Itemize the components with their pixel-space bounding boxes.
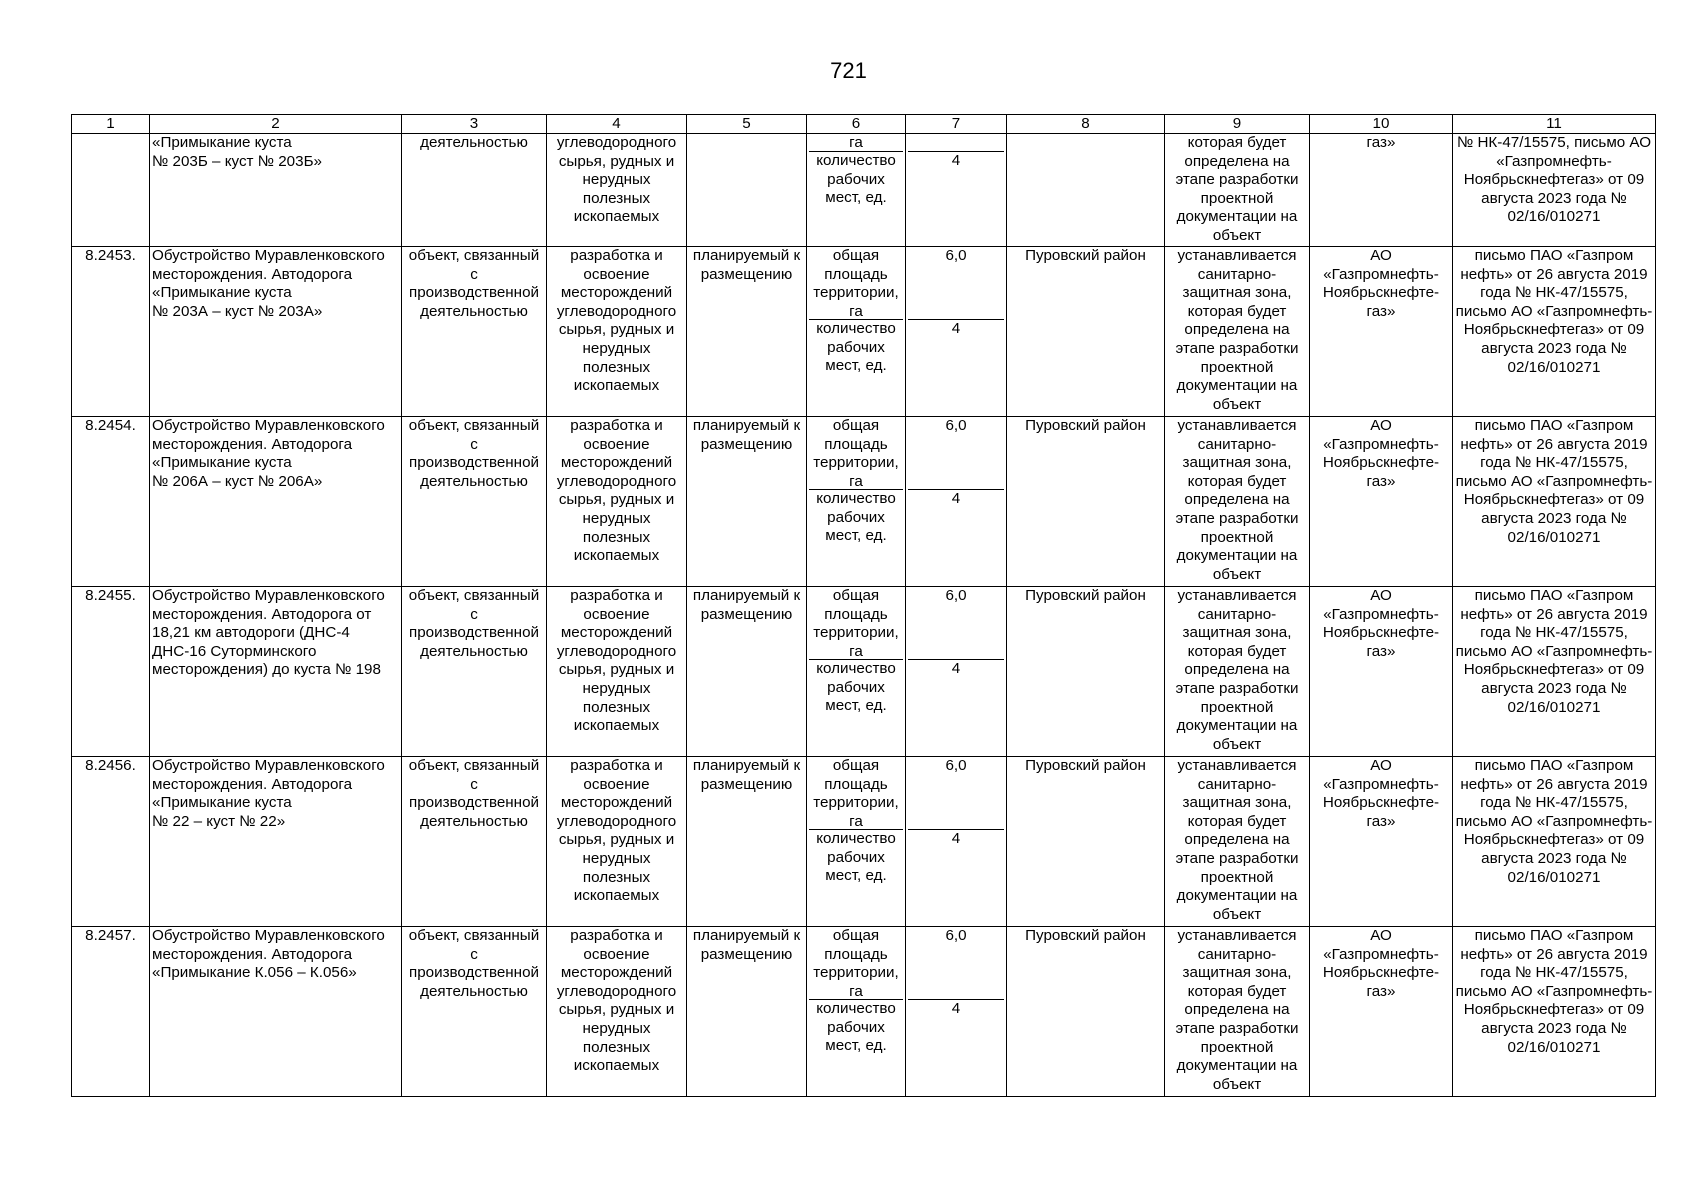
cell-org: АО «Газпромнефть-Ноябрьскнефте-газ» <box>1310 417 1453 587</box>
cell-zone: устанавливается санитарно-защитная зона, которая будет определена на этапе разработки проектной документации на объект <box>1165 417 1310 587</box>
cell-basis: письмо ПАО «Газпром нефть» от 26 августа 2019 года № НК-47/15575, письмо АО «Газпромнефть-Ноябрьскнефтегаз» от 09 августа 2023 года № 02/16/010271 <box>1453 587 1656 757</box>
cell-zone: которая будет определена на этапе разработки проектной документации на объект <box>1165 134 1310 247</box>
cell-type: объект, связанный с производственной деятельностью <box>402 757 547 927</box>
cell-basis: письмо ПАО «Газпром нефть» от 26 августа 2019 года № НК-47/15575, письмо АО «Газпромнефть-Ноябрьскнефтегаз» от 09 августа 2023 года № 02/16/010271 <box>1453 247 1656 417</box>
cell-purpose: углеводородного сырья, рудных и нерудных полезных ископаемых <box>547 134 687 247</box>
header-cell: 1 <box>72 115 150 134</box>
header-cell: 5 <box>687 115 807 134</box>
cell-status: планируемый к размещению <box>687 417 807 587</box>
cell-purpose: разработка и освоение месторождений углеводородного сырья, рудных и нерудных полезных ископаемых <box>547 587 687 757</box>
table-row <box>72 927 1656 1097</box>
value2: 4 <box>951 320 961 337</box>
cell-status: планируемый к размещению <box>687 587 807 757</box>
cell-values <box>906 757 1007 927</box>
param1: общая площадь территории, га <box>809 927 903 1000</box>
table-row <box>72 247 1656 417</box>
cell-zone: устанавливается санитарно-защитная зона, которая будет определена на этапе разработки проектной документации на объект <box>1165 587 1310 757</box>
cell-zone: устанавливается санитарно-защитная зона, которая будет определена на этапе разработки проектной документации на объект <box>1165 927 1310 1097</box>
header-cell: 9 <box>1165 115 1310 134</box>
value2: 4 <box>951 490 961 507</box>
cell-name: «Примыкание куста № 203Б – куст № 203Б» <box>150 134 402 247</box>
cell-number: 8.2454. <box>72 417 150 587</box>
cell-org: АО «Газпромнефть-Ноябрьскнефте-газ» <box>1310 757 1453 927</box>
cell-name: Обустройство Муравленковского месторождения. Автодорога «Примыкание куста № 22 – куст № 22» <box>150 757 402 927</box>
table-row <box>72 417 1656 587</box>
cell-params <box>807 587 906 757</box>
cell-org: газ» <box>1310 134 1453 247</box>
cell-name: Обустройство Муравленковского месторождения. Автодорога «Примыкание куста № 203А – куст № 203А» <box>150 247 402 417</box>
param1: общая площадь территории, га <box>809 757 903 830</box>
value1: 6,0 <box>908 757 1004 830</box>
continuation-row <box>72 134 1656 247</box>
header-cell: 11 <box>1453 115 1656 134</box>
cell-params <box>807 134 906 247</box>
cell-params <box>807 757 906 927</box>
param2: количество рабочих мест, ед. <box>816 1000 896 1055</box>
cell-location: Пуровский район <box>1007 587 1165 757</box>
cell-purpose: разработка и освоение месторождений углеводородного сырья, рудных и нерудных полезных ископаемых <box>547 757 687 927</box>
header-cell: 2 <box>150 115 402 134</box>
header-cell: 7 <box>906 115 1007 134</box>
cell-location: Пуровский район <box>1007 757 1165 927</box>
param1: га <box>809 134 903 152</box>
cell-number: 8.2455. <box>72 587 150 757</box>
objects-table <box>71 114 1656 1097</box>
param2: количество рабочих мест, ед. <box>816 660 896 715</box>
cell-location: Пуровский район <box>1007 417 1165 587</box>
value2: 4 <box>951 152 961 169</box>
header-cell: 8 <box>1007 115 1165 134</box>
cell-type: объект, связанный с производственной деятельностью <box>402 417 547 587</box>
cell-status: планируемый к размещению <box>687 757 807 927</box>
cell-values <box>906 587 1007 757</box>
header-cell: 10 <box>1310 115 1453 134</box>
param2: количество рабочих мест, ед. <box>816 490 896 545</box>
cell-zone: устанавливается санитарно-защитная зона, которая будет определена на этапе разработки проектной документации на объект <box>1165 247 1310 417</box>
cell-values <box>906 417 1007 587</box>
cell-location: Пуровский район <box>1007 927 1165 1097</box>
value2: 4 <box>951 1000 961 1017</box>
cell-type: объект, связанный с производственной деятельностью <box>402 247 547 417</box>
cell-type: объект, связанный с производственной деятельностью <box>402 927 547 1097</box>
cell-number: 8.2456. <box>72 757 150 927</box>
value2: 4 <box>951 830 961 847</box>
cell-purpose: разработка и освоение месторождений углеводородного сырья, рудных и нерудных полезных ископаемых <box>547 417 687 587</box>
param2: количество рабочих мест, ед. <box>816 320 896 375</box>
cell-status: планируемый к размещению <box>687 927 807 1097</box>
cell-values <box>906 247 1007 417</box>
cell-values <box>906 134 1007 247</box>
cell-purpose: разработка и освоение месторождений углеводородного сырья, рудных и нерудных полезных ископаемых <box>547 247 687 417</box>
table-header-row <box>72 115 1656 134</box>
cell-zone: устанавливается санитарно-защитная зона, которая будет определена на этапе разработки проектной документации на объект <box>1165 757 1310 927</box>
cell-org: АО «Газпромнефть-Ноябрьскнефте-газ» <box>1310 587 1453 757</box>
cell-type: деятельностью <box>402 134 547 247</box>
value1: 6,0 <box>908 417 1004 490</box>
table-row <box>72 587 1656 757</box>
cell-params <box>807 247 906 417</box>
cell-type: объект, связанный с производственной деятельностью <box>402 587 547 757</box>
header-cell: 3 <box>402 115 547 134</box>
cell-basis: письмо ПАО «Газпром нефть» от 26 августа 2019 года № НК-47/15575, письмо АО «Газпромнефть-Ноябрьскнефтегаз» от 09 августа 2023 года № 02/16/010271 <box>1453 757 1656 927</box>
cell-org: АО «Газпромнефть-Ноябрьскнефте-газ» <box>1310 927 1453 1097</box>
header-cell: 6 <box>807 115 906 134</box>
cell-status: планируемый к размещению <box>687 247 807 417</box>
cell-purpose: разработка и освоение месторождений углеводородного сырья, рудных и нерудных полезных ископаемых <box>547 927 687 1097</box>
cell-number: 8.2457. <box>72 927 150 1097</box>
cell-values <box>906 927 1007 1097</box>
value1 <box>908 134 1004 152</box>
cell-params <box>807 927 906 1097</box>
table-row <box>72 757 1656 927</box>
value2: 4 <box>951 660 961 677</box>
cell-params <box>807 417 906 587</box>
cell-org: АО «Газпромнефть-Ноябрьскнефте-газ» <box>1310 247 1453 417</box>
param2: количество рабочих мест, ед. <box>816 152 896 207</box>
value1: 6,0 <box>908 247 1004 320</box>
cell-location: Пуровский район <box>1007 247 1165 417</box>
cell-basis: письмо ПАО «Газпром нефть» от 26 августа 2019 года № НК-47/15575, письмо АО «Газпромнефть-Ноябрьскнефтегаз» от 09 августа 2023 года № 02/16/010271 <box>1453 927 1656 1097</box>
param1: общая площадь территории, га <box>809 417 903 490</box>
cell-number: 8.2453. <box>72 247 150 417</box>
cell-name: Обустройство Муравленковского месторождения. Автодорога «Примыкание куста № 206А – куст № 206А» <box>150 417 402 587</box>
param1: общая площадь территории, га <box>809 247 903 320</box>
param1: общая площадь территории, га <box>809 587 903 660</box>
value1: 6,0 <box>908 927 1004 1000</box>
cell-name: Обустройство Муравленковского месторождения. Автодорога «Примыкание К.056 – К.056» <box>150 927 402 1097</box>
cell-basis: № НК-47/15575, письмо АО «Газпромнефть-Ноябрьскнефтегаз» от 09 августа 2023 года № 02/16/010271 <box>1453 134 1656 247</box>
value1: 6,0 <box>908 587 1004 660</box>
param2: количество рабочих мест, ед. <box>816 830 896 885</box>
cell-basis: письмо ПАО «Газпром нефть» от 26 августа 2019 года № НК-47/15575, письмо АО «Газпромнефть-Ноябрьскнефтегаз» от 09 августа 2023 года № 02/16/010271 <box>1453 417 1656 587</box>
cell-name: Обустройство Муравленковского месторождения. Автодорога от 18,21 км автодороги (ДНС-4 ДНС-16 Суторминского месторождения) до куста № 198 <box>150 587 402 757</box>
header-cell: 4 <box>547 115 687 134</box>
page-number: 721 <box>830 58 867 83</box>
